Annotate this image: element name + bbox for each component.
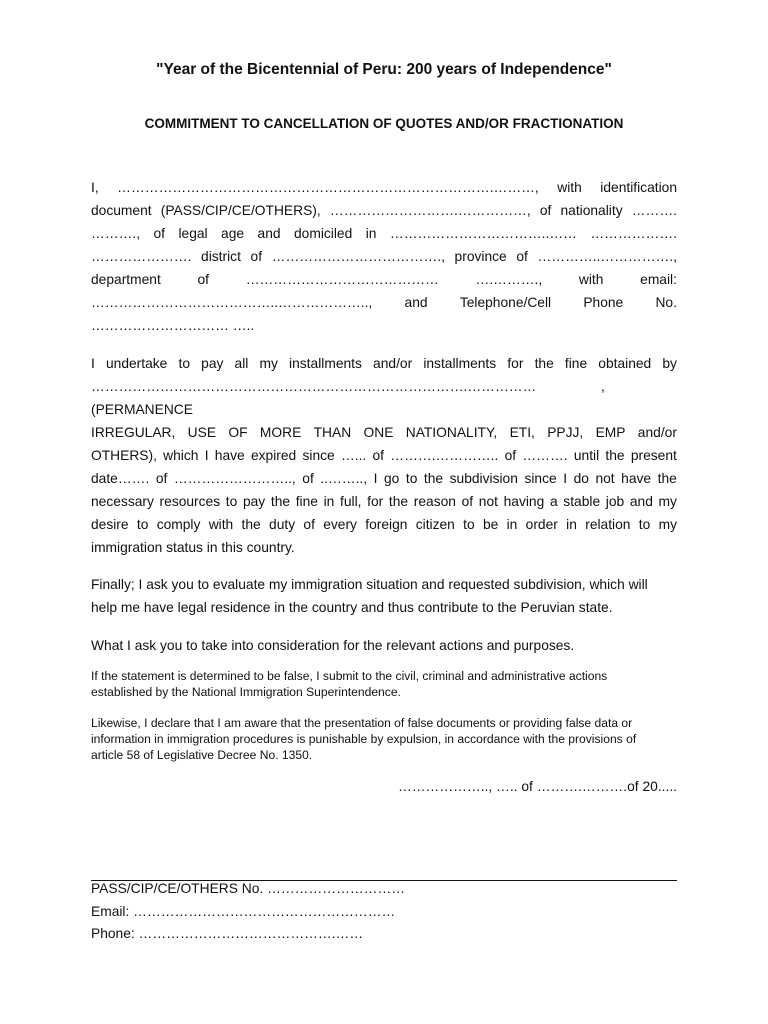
word: of [504,448,517,463]
text-line [91,249,677,264]
word: citizen [415,517,455,532]
word: THAN [313,425,352,440]
word: identification [600,180,677,195]
word: installments [289,356,362,371]
word: domiciled [293,226,353,241]
word: in [323,494,335,509]
document-heading: "Year of the Bicentennial of Peru: 200 years of Independence" [156,61,612,78]
word: USE [187,425,217,440]
word: ………., [91,226,141,241]
word: and [257,226,281,241]
word: of [303,517,315,532]
signature-id-line: PASS/CIP/CE/OTHERS No. ………………………… [91,881,406,896]
word: for [367,494,384,509]
word: and/or [373,356,413,371]
word: foreign [365,517,408,532]
word: age [221,226,245,241]
word: until [573,448,600,463]
word: present [630,448,677,463]
word: I [373,471,378,486]
word: pay [242,494,266,509]
word: legal [178,226,208,241]
word: ………………………… ….. [91,318,255,333]
word: ..…….., [320,471,368,486]
word: in [566,517,577,532]
word: to [638,517,651,532]
text-line: Likewise, I declare that I am aware that the presentation of false documents or providing false data or [91,716,633,730]
word: IRREGULAR, [91,425,176,440]
word: relation [585,517,631,532]
word: reason [413,494,456,509]
text-line [91,203,677,218]
text-line [91,272,677,287]
word: ………. [522,448,568,463]
word: resources [159,494,221,509]
word: to [225,494,238,509]
text-line [91,448,677,463]
word: province [454,249,507,264]
word: I [204,448,209,463]
text-line [91,226,677,241]
text-line [91,540,677,555]
word: with [208,517,234,532]
word: of [197,272,209,287]
word: since [302,448,335,463]
word: the [241,517,261,532]
word: the [388,494,409,509]
word: the [270,494,291,509]
word: the [423,471,444,486]
word: …………………. [91,249,192,264]
text-line [91,471,677,486]
word: and [629,494,653,509]
word: …………………………………… [245,272,439,287]
word: duty [269,517,296,532]
word: with [557,180,582,195]
word: No. [655,295,677,310]
word: …... [340,448,367,463]
text-line: Finally; I ask you to evaluate my immigration situation and requested subdivision, which will [91,577,648,592]
word: …………..……………., [537,249,677,264]
word: I [91,356,95,371]
word: ………………. [590,226,677,241]
signature-email-line: Email: ………………………………………………… [91,904,396,919]
word: my [658,517,677,532]
word: be [482,517,499,532]
word: MORE [259,425,302,440]
fill-dots: ……………………………………………………………………….…………… [91,379,537,394]
word: a [549,494,558,509]
date-line: ……………….., ….. of ……….……….of 20..... [397,779,677,794]
word: expired [250,448,297,463]
text-line [91,180,677,195]
word: installments [423,356,497,371]
word: ETI, [509,425,535,440]
word: department [91,272,161,287]
word: district [201,249,241,264]
word: of [372,448,385,463]
text-line [91,379,677,394]
text-line: help me have legal residence in the country and thus contribute to the Peruvian state. [91,600,613,615]
word: my [658,494,677,509]
word: have [214,448,245,463]
word: the [605,448,625,463]
word: of [155,471,168,486]
word: subdivision [449,471,518,486]
word: of [461,494,474,509]
word: of [250,249,263,264]
word: Phone [583,295,624,310]
word: ……………………………………………………………………….………, [117,180,539,195]
word: not [595,471,615,486]
word: OF [228,425,248,440]
word: with [578,272,604,287]
text-line [91,402,677,417]
word: in [365,226,377,241]
word: of [516,249,528,264]
word: not [478,494,498,509]
word: ……….………….. [390,448,499,463]
word: all [234,356,249,371]
word: immigration status in this country. [91,540,295,555]
signature-phone-line: Phone: …………………………………….…… [91,926,364,941]
word: and/or [637,425,677,440]
word: which [163,448,199,463]
word: to [463,517,475,532]
word: fine [295,494,318,509]
word: my [259,356,278,371]
word: to [405,471,418,486]
document-title: COMMITMENT TO CANCELLATION OF QUOTES AND/OR FRACTIONATION [144,116,624,131]
word: ………………………………., [271,249,445,264]
word: fine [564,356,588,371]
word: date……. [91,471,150,486]
word: of [153,226,166,241]
text-line [91,425,677,440]
word: to [178,356,191,371]
word: (PASS/CIP/CE/OTHERS), [160,203,321,218]
word: OTHERS), [91,448,157,463]
word: Telephone/Cell [459,295,552,310]
word: I [563,471,568,486]
word: I, [91,180,99,195]
word: of [539,203,552,218]
comma: , [601,379,605,394]
word: and [404,295,428,310]
word: full, [340,494,362,509]
text-line [91,517,677,532]
word: have [621,471,652,486]
text-line: established by the National Immigration Superintendence. [91,685,401,699]
text-line [91,356,677,371]
word: email: [640,272,677,287]
word: (PERMANENCE [91,402,193,417]
text-line [91,295,677,310]
word: go [383,471,400,486]
word: …………………………………..……………….., [91,295,373,310]
word: document [91,203,152,218]
word: …………………….., [173,471,296,486]
word: since [524,471,557,486]
word: pay [201,356,224,371]
word: ….………., [475,272,543,287]
word: comply [156,517,201,532]
word: by [662,356,677,371]
word: EMP [595,425,626,440]
word: ………. [631,203,677,218]
text-line [91,494,677,509]
word: ONE [363,425,394,440]
text-line: information in immigration procedures is punishable by expulsion, in accordance with the provisions of [91,732,637,746]
word: obtained [598,356,652,371]
word: NATIONALITY, [405,425,498,440]
word: nationality [560,203,623,218]
text-line: If the statement is determined to be false, I submit to the civil, criminal and administrative actions [91,669,608,683]
word: order [525,517,558,532]
word: necessary [91,494,154,509]
word: undertake [105,356,168,371]
word: for [507,356,524,371]
word: desire [91,517,129,532]
word: PPJJ, [547,425,584,440]
word: do [573,471,589,486]
word: of [302,471,314,486]
word: in [506,517,518,532]
paragraph-consideration: What I ask you to take into consideration for the relevant actions and purposes. [91,638,575,653]
word: job [605,494,625,509]
word: the [657,471,677,486]
text-line: article 58 of Legislative Decree No. 1350. [91,748,313,762]
word: the [534,356,554,371]
text-line [91,318,677,333]
word: having [503,494,545,509]
word: to [136,517,149,532]
word: ……………………………..…… [389,226,577,241]
word: every [323,517,357,532]
word: stable [563,494,601,509]
word: ……………………….……………, [329,203,531,218]
